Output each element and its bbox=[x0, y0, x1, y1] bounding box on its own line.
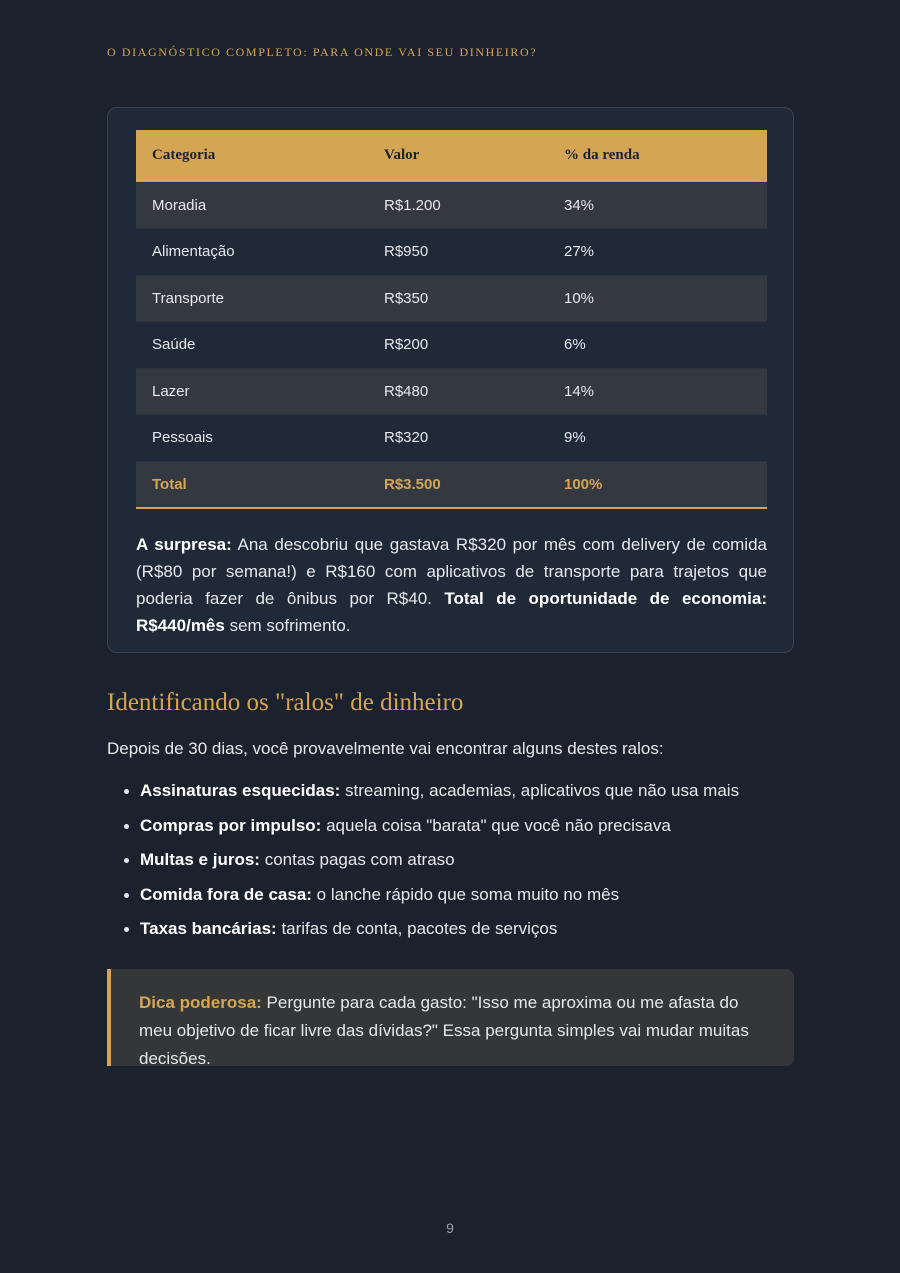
surprise-label: A surpresa: bbox=[136, 535, 232, 554]
savings-highlight: Total de oportunidade de economia: R$440/mês bbox=[136, 589, 767, 635]
cell-percent: 6% bbox=[548, 322, 767, 369]
surprise-text: Ana descobriu que gastava R$320 por mês com delivery de comida (R$80 por semana!) e R$160 com aplicativos de transporte para trajetos que poderia fazer de ônibus por R$40. bbox=[136, 535, 767, 608]
tip-text: Pergunte para cada gasto: "Isso me aproxima ou me afasta do meu objetivo de ficar livre das dívidas?" Essa pergunta simples vai mudar muitas decisões. bbox=[139, 993, 749, 1068]
list-item bbox=[107, 849, 794, 871]
expense-card bbox=[107, 107, 794, 653]
cell-category: Alimentação bbox=[136, 229, 368, 276]
column-header-category: Categoria bbox=[136, 130, 368, 182]
tip-callout bbox=[107, 969, 794, 1066]
item-text: o lanche rápido que soma muito no mês bbox=[311, 884, 620, 904]
cell-value: R$950 bbox=[368, 229, 548, 276]
cell-total-percent: 100% bbox=[548, 461, 767, 508]
surprise-paragraph bbox=[136, 531, 767, 639]
cell-value: R$480 bbox=[368, 368, 548, 415]
cell-category: Lazer bbox=[136, 368, 368, 415]
item-text: contas pagas com atraso bbox=[259, 850, 455, 869]
table-total-row bbox=[136, 461, 767, 508]
cell-percent: 10% bbox=[548, 275, 767, 322]
list-item bbox=[107, 815, 794, 837]
cell-total-value: R$3.500 bbox=[368, 461, 548, 508]
cell-category: Saúde bbox=[136, 322, 368, 369]
cell-category: Moradia bbox=[136, 182, 368, 229]
cell-value: R$1.200 bbox=[368, 182, 548, 229]
cell-category: Transporte bbox=[136, 275, 368, 322]
cell-percent: 9% bbox=[548, 415, 767, 462]
page-number: 9 bbox=[446, 1220, 454, 1236]
cell-value: R$200 bbox=[368, 322, 548, 369]
item-label: Assinaturas esquecidas: bbox=[140, 781, 341, 800]
table-row bbox=[136, 229, 767, 276]
table-row bbox=[136, 275, 767, 322]
table-header-row bbox=[136, 130, 767, 182]
item-label: Taxas bancárias: bbox=[140, 919, 277, 938]
running-header: O DIAGNÓSTICO COMPLETO: PARA ONDE VAI SEU DINHEIRO? bbox=[107, 45, 538, 59]
cell-total-label: Total bbox=[136, 461, 368, 508]
column-header-percent: % da renda bbox=[548, 130, 767, 182]
cell-value: R$350 bbox=[368, 275, 548, 322]
cell-value: R$320 bbox=[368, 415, 548, 462]
section-title: Identificando os "ralos" de dinheiro bbox=[107, 689, 464, 716]
cell-category: Pessoais bbox=[136, 415, 368, 462]
cell-percent: 27% bbox=[548, 229, 767, 276]
column-header-value: Valor bbox=[368, 130, 548, 182]
tip-label: Dica poderosa: bbox=[139, 993, 262, 1012]
item-text: streaming, academias, aplicativos que não usa mais bbox=[340, 781, 740, 800]
list-item bbox=[107, 884, 794, 906]
item-label: Comida fora de casa: bbox=[140, 884, 312, 904]
table-row bbox=[136, 322, 767, 369]
item-label: Compras por impulso: bbox=[140, 815, 322, 835]
table-row bbox=[136, 182, 767, 229]
list-item bbox=[107, 780, 794, 802]
item-label: Multas e juros: bbox=[140, 850, 260, 869]
list-item bbox=[107, 918, 794, 940]
cell-percent: 34% bbox=[548, 182, 767, 229]
surprise-ending: sem sofrimento. bbox=[224, 616, 351, 635]
item-text: aquela coisa "barata" que você não precisava bbox=[321, 815, 671, 835]
section-intro: Depois de 30 dias, você provavelmente vai encontrar alguns destes ralos: bbox=[107, 739, 664, 758]
table-row bbox=[136, 415, 767, 462]
money-drains-list bbox=[107, 780, 794, 953]
item-text: tarifas de conta, pacotes de serviços bbox=[276, 919, 558, 938]
expense-table bbox=[136, 130, 767, 509]
cell-percent: 14% bbox=[548, 368, 767, 415]
table-row bbox=[136, 368, 767, 415]
